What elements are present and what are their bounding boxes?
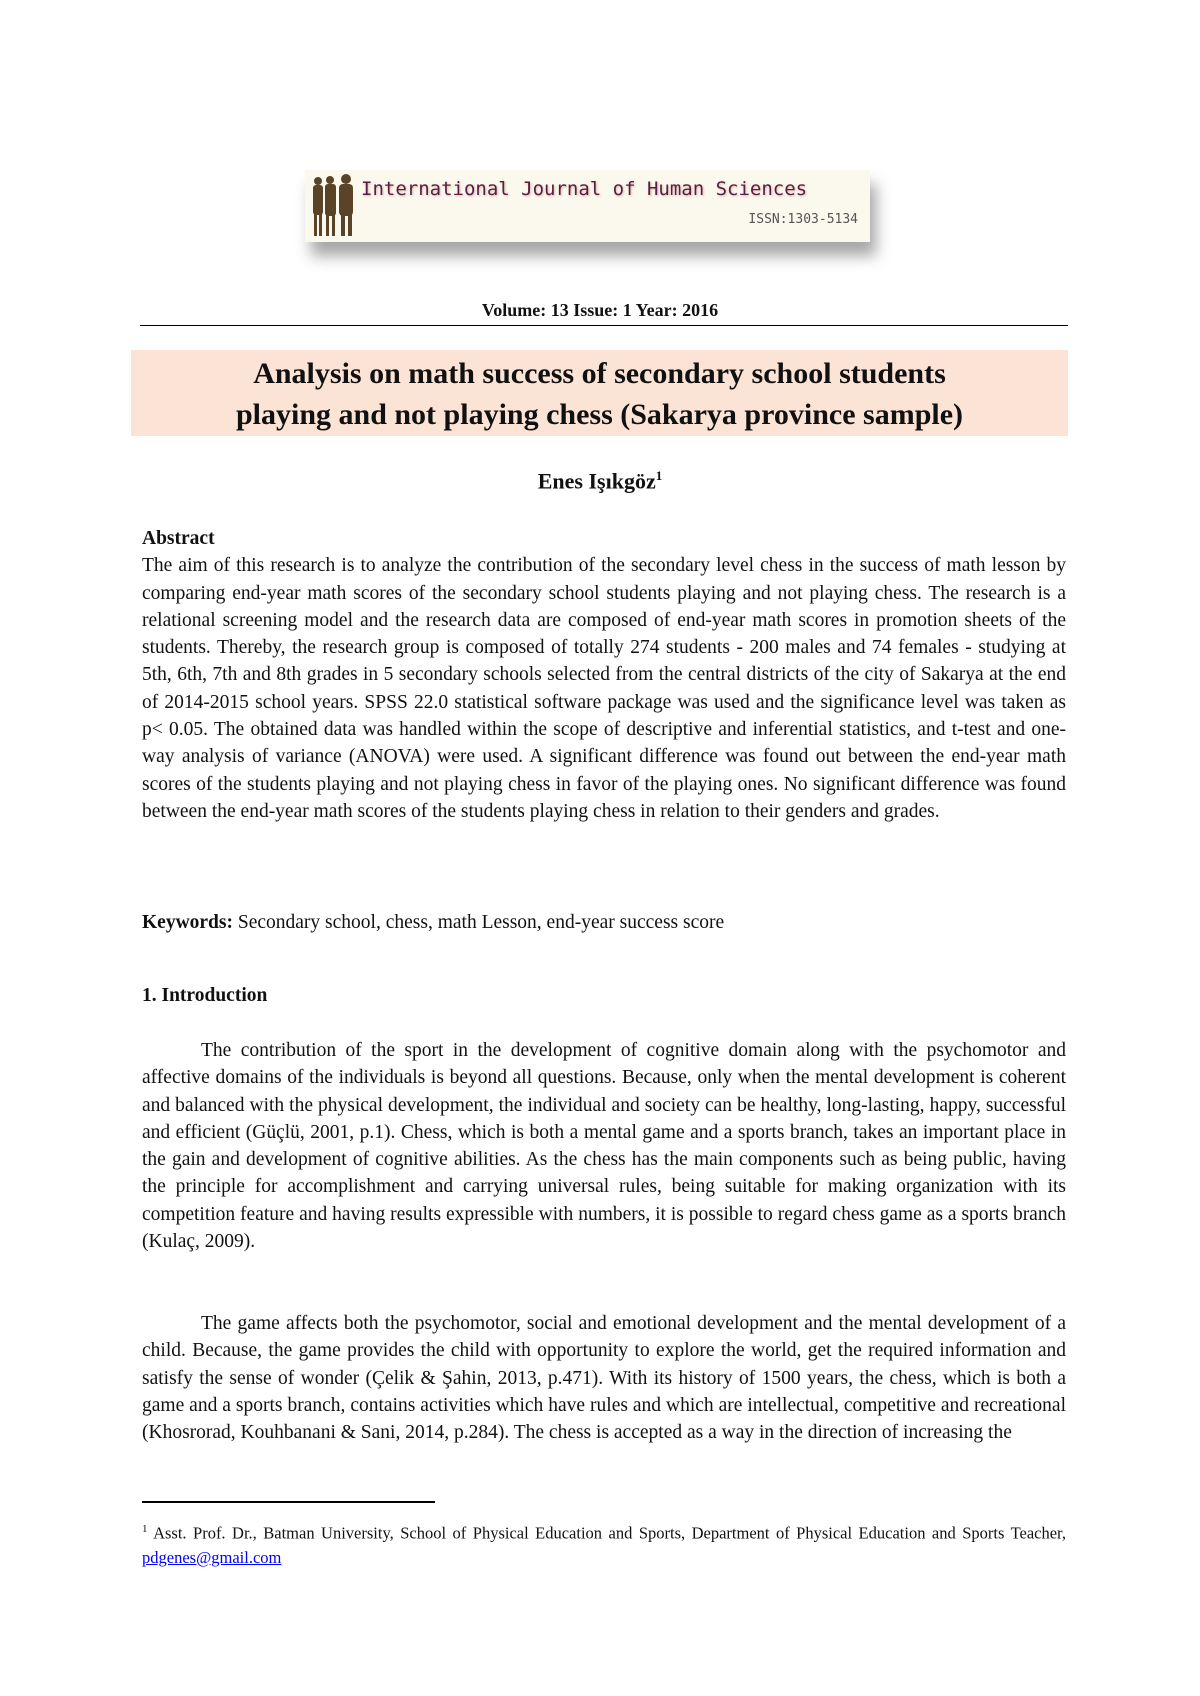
footnote bbox=[142, 1517, 1066, 1570]
title-line-1: Analysis on math success of secondary school students bbox=[253, 357, 946, 390]
keywords-text: Secondary school, chess, math Lesson, end-year success score bbox=[237, 912, 725, 933]
footnote-mark: 1 bbox=[142, 1523, 148, 1535]
volume-issue-year: Volume: 13 Issue: 1 Year: 2016 bbox=[481, 300, 719, 320]
keywords bbox=[142, 909, 1066, 936]
journal-logo bbox=[305, 170, 870, 242]
introduction-heading: 1. Introduction bbox=[142, 985, 268, 1006]
footnote-divider bbox=[142, 1501, 435, 1503]
author-footnote-mark: 1 bbox=[655, 468, 663, 483]
footnote-text: Asst. Prof. Dr., Batman University, School of Physical Education and Sports, Department of Physical Education and Sports Teacher, bbox=[153, 1523, 1067, 1543]
intro-paragraph: The game affects both the psychomotor, social and emotional development and the mental development of a child. Because, the game provides the child with opportunity to explore the world, get the required information and satisfy the sense of wonder (Çelik & Şahin, 2013, p.471). With its history of 1500 years, the chess, which is both a game and a sports branch, contains activities which have rules and which are intellectual, competitive and recreational (Khosrorad, Kouhbanani & Sani, 2014, p.284). The chess is accepted as a way in the direction of increasing the bbox=[142, 1313, 1066, 1444]
author bbox=[0, 468, 1200, 494]
paper-title bbox=[131, 350, 1068, 436]
author-name: Enes Işıkgöz bbox=[537, 468, 656, 494]
title-line-2: playing and not playing chess (Sakarya province sample) bbox=[235, 398, 964, 431]
abstract-text: The aim of this research is to analyze the contribution of the secondary level chess in the success of math lesson by comparing end-year math scores of the secondary school students playing and not playing chess. The research is a relational screening model and the research data are composed of end-year math scores in promotion sheets of the students. Thereby, the research group is composed of totally 274 students - 200 males and 74 females - studying at 5th, 6th, 7th and 8th grades in 5 secondary schools selected from the central districts of the city of Sakarya at the end of 2014-2015 school years. SPSS 22.0 statistical software package was used and the significance level was taken as p< 0.05. The obtained data was handled within the scope of descriptive and inferential statistics, and t-test and one-way analysis of variance (ANOVA) were used. A significant difference was found out between the end-year math scores of the students playing and not playing chess in favor of the playing ones. No significant difference was found between the end-year math scores of the students playing chess in relation to their genders and grades. bbox=[142, 555, 1066, 822]
intro-paragraph: The contribution of the sport in the development of cognitive domain along with the psychomotor and affective domains of the individuals is beyond all questions. Because, only when the mental development is coherent and balanced with the physical development, the individual and society can be healthy, long-lasting, happy, successful and efficient (Güçlü, 2001, p.1). Chess, which is both a mental game and a sports branch, takes an important place in the gain and development of cognitive abilities. As the chess has the main components such as being public, having the principle for accomplishment and carrying universal rules, being suitable for making organization with its competition feature and having results expressible with numbers, it is possible to regard chess game as a sports branch (Kulaç, 2009). bbox=[142, 1040, 1066, 1253]
header-divider bbox=[140, 325, 1068, 326]
journal-name: International Journal of Human Sciences bbox=[361, 178, 808, 200]
people-silhouette-icon bbox=[309, 174, 357, 238]
abstract bbox=[142, 525, 1066, 825]
issn: ISSN:1303-5134 bbox=[748, 212, 858, 227]
author-email-link[interactable]: pdgenes@gmail.com bbox=[142, 1547, 282, 1567]
keywords-label: Keywords: bbox=[142, 912, 233, 933]
abstract-heading: Abstract bbox=[142, 528, 215, 549]
